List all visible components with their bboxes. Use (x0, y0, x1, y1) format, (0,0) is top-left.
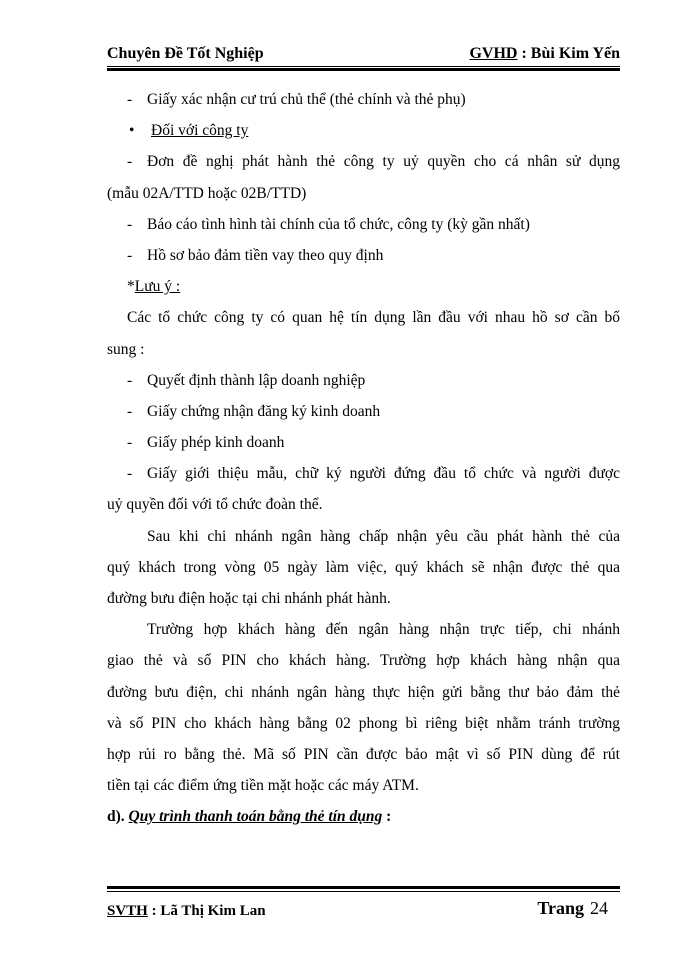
document-body (107, 84, 620, 833)
footer-student-name: Lã Thị Kim Lan (160, 903, 266, 919)
dash-marker: - (127, 465, 133, 483)
header-advisor-name: Bùi Kim Yến (530, 45, 620, 62)
header-advisor-label: GVHD (469, 45, 518, 62)
text-line (107, 583, 620, 614)
line-text: Sau khi chi nhánh ngân hàng chấp nhận yêu cầu phát hành thẻ của (147, 527, 620, 545)
section-heading (107, 115, 620, 146)
text-line (107, 178, 620, 209)
line-text: quý khách trong vòng 05 ngày làm việc, quý khách sẽ nhận được thẻ qua (107, 558, 620, 576)
bullet-marker: • (129, 122, 135, 140)
note-heading-text: Lưu ý : (134, 278, 181, 296)
line-text: sung : (107, 340, 145, 358)
dash-marker: - (127, 246, 133, 264)
footer-student (107, 900, 266, 922)
dash-marker: - (127, 91, 133, 108)
text-line (107, 427, 620, 458)
line-text: Các tổ chức công ty có quan hệ tín dụng lần đầu với nhau hồ sơ cần bổ (127, 309, 620, 327)
line-text: tiền tại các điểm ứng tiền mặt hoặc các máy ATM. (107, 777, 419, 795)
text-line (107, 645, 620, 676)
line-text: Đơn đề nghị phát hành thẻ công ty uỷ quyền cho cá nhân sử dụng (147, 153, 620, 171)
dash-marker: - (127, 434, 133, 452)
section-heading-text: Đối với công ty (151, 122, 249, 140)
header-rule-thick (107, 68, 620, 71)
footer-student-sep: : (147, 903, 161, 919)
text-line (107, 84, 620, 115)
dash-marker: - (127, 153, 133, 171)
line-text: uỷ quyền đối với tổ chức đoàn thể. (107, 496, 323, 514)
note-heading (107, 271, 620, 302)
line-text: giao thẻ và số PIN cho khách hàng. Trường hợp khách hàng nhận qua (107, 652, 620, 670)
text-line (107, 739, 620, 770)
subsection-heading (107, 801, 620, 832)
header-advisor-sep: : (517, 45, 531, 62)
subsection-title: Quy trình thanh toán bằng thẻ tín dụng (128, 808, 383, 826)
text-line (107, 770, 620, 801)
footer-student-label: SVTH (107, 903, 148, 919)
line-text: Báo cáo tình hình tài chính của tổ chức, công ty (kỳ gần nhất) (147, 215, 530, 233)
text-line (107, 146, 620, 177)
footer-page (537, 897, 608, 919)
text-line (107, 209, 620, 240)
dash-marker: - (127, 402, 133, 420)
footer-page-label: Trang (537, 898, 584, 918)
page-number: 24 (590, 898, 608, 918)
header-rule-thin (107, 66, 620, 67)
text-line (107, 614, 620, 645)
line-text: Giấy phép kinh doanh (147, 434, 285, 452)
line-text: Giấy giới thiệu mẫu, chữ ký người đứng đầu tổ chức và người được (147, 465, 620, 483)
line-text: Giấy chứng nhận đăng ký kinh doanh (147, 402, 381, 420)
dash-marker: - (127, 371, 133, 389)
line-text: đường bưu điện, chi nhánh ngân hàng thực hiện gửi bằng thư bảo đảm thẻ (107, 683, 620, 701)
text-line (107, 677, 620, 708)
note-star: * (127, 278, 135, 296)
line-text: Trường hợp khách hàng đến ngân hàng nhận trực tiếp, chi nhánh (147, 621, 620, 639)
text-line (107, 708, 620, 739)
dash-marker: - (127, 215, 133, 233)
text-line (107, 521, 620, 552)
text-line (107, 489, 620, 520)
text-line (107, 365, 620, 396)
text-line (107, 396, 620, 427)
line-text: Giấy xác nhận cư trú chủ thể (thẻ chính và thẻ phụ) (147, 91, 466, 108)
text-line (107, 240, 620, 271)
line-text: Quyết định thành lập doanh nghiệp (147, 371, 366, 389)
subsection-label: d). (107, 808, 129, 826)
text-line (107, 552, 620, 583)
line-text: đường bưu điện hoặc tại chi nhánh phát hành. (107, 590, 391, 607)
line-text: và số PIN cho khách hàng bằng 02 phong bì riêng biệt nhằm tránh trường (107, 714, 620, 732)
header-title: Chuyên Đề Tốt Nghiệp (107, 45, 264, 62)
header-advisor (469, 44, 620, 64)
text-line (107, 458, 620, 489)
footer-rule-thick (107, 886, 620, 889)
line-text: (mẫu 02A/TTD hoặc 02B/TTD) (107, 184, 307, 202)
line-text: Hồ sơ bảo đảm tiền vay theo quy định (147, 246, 384, 264)
text-line (107, 302, 620, 333)
text-line (107, 334, 620, 365)
subsection-colon: : (382, 808, 392, 826)
line-text: hợp rủi ro bằng thẻ. Mã số PIN cần được bảo mật vì số PIN dùng để rút (107, 745, 620, 763)
footer-rule-thin (107, 891, 620, 892)
